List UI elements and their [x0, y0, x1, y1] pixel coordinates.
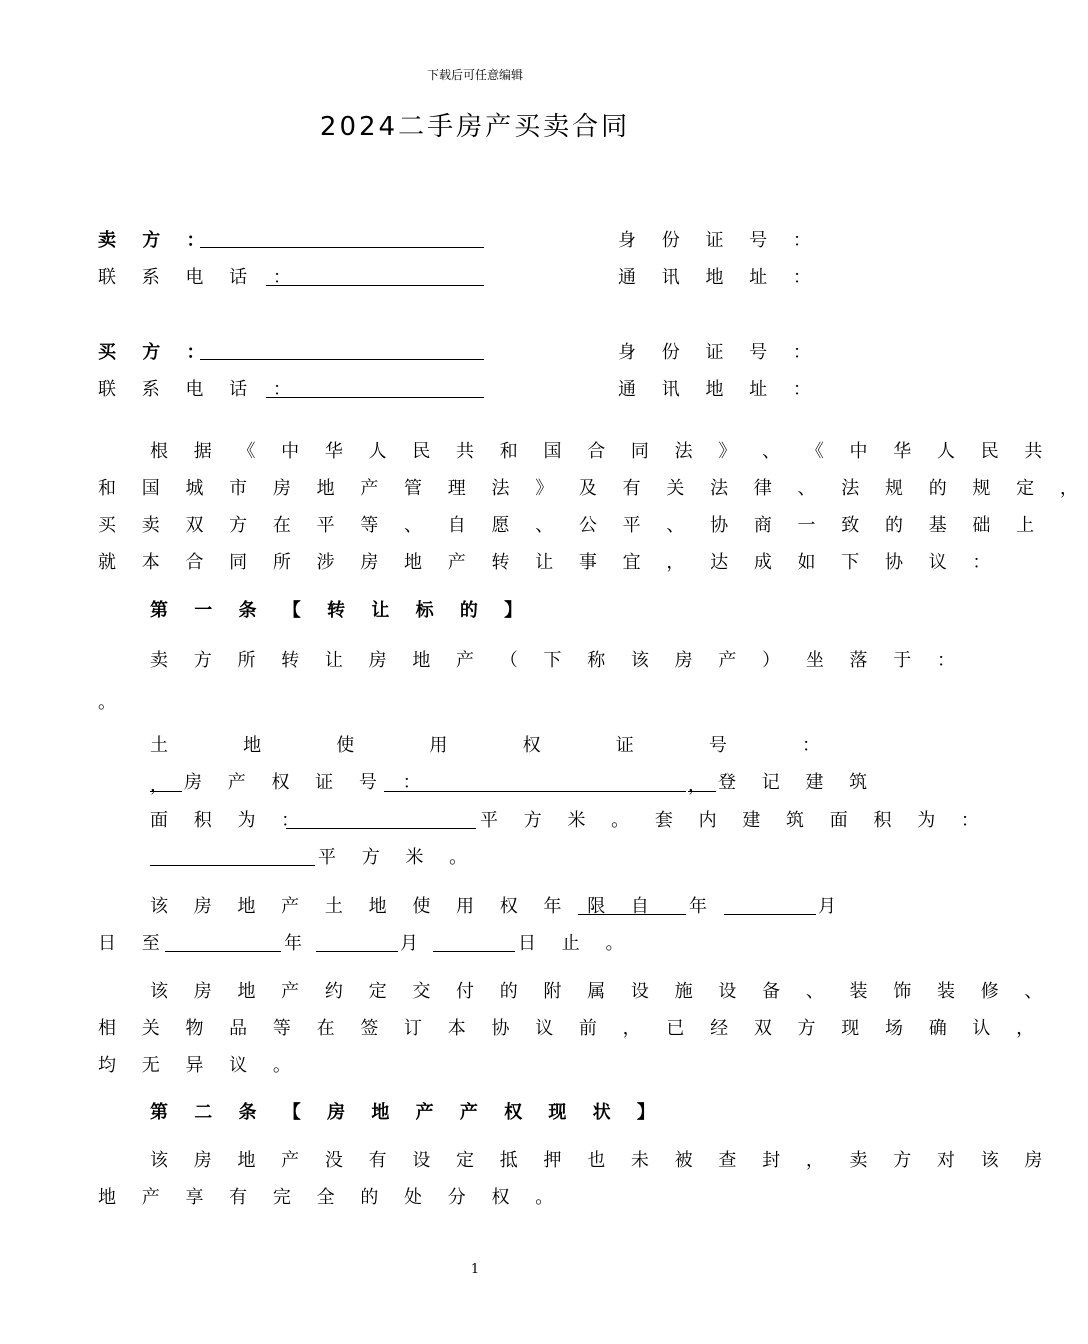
land-cert-char: 用 [429, 735, 448, 756]
buyer-id-label: 身 份 证 号 ： [618, 342, 821, 363]
property-cert-field[interactable] [384, 791, 686, 792]
land-cert-row [150, 734, 820, 758]
term-end-day-field[interactable] [433, 951, 515, 952]
property-cert-field-end [688, 791, 716, 792]
land-cert-char: 地 [243, 735, 262, 756]
preamble-line: 买 卖 双 方 在 平 等 、 自 愿 、 公 平 、 协 商 一 致 的 基 础 上 [98, 515, 1045, 536]
term-start-month-field[interactable] [724, 914, 816, 915]
term-start-year-field[interactable] [578, 914, 686, 915]
term-end-month-field[interactable] [316, 951, 398, 952]
land-cert-char: 土 [150, 735, 168, 756]
seller-label: 卖 方 ： [98, 230, 215, 251]
facilities-line: 相 关 物 品 等 在 签 订 本 协 议 前 ， 已 经 双 方 现 场 确 认 ， [98, 1018, 1045, 1039]
article2-line: 该 房 地 产 没 有 设 定 抵 押 也 未 被 查 封 ， 卖 方 对 该 房 [150, 1150, 1053, 1171]
article2-heading: 第 二 条 【 房 地 产 产 权 现 状 】 [150, 1102, 665, 1123]
article1-location: 卖 方 所 转 让 房 地 产 （ 下 称 该 房 产 ） 坐 落 于 ： [150, 650, 965, 671]
preamble-line: 和 国 城 市 房 地 产 管 理 法 》 及 有 关 法 律 、 法 规 的 规 定 ， [98, 478, 1088, 499]
seller-phone-field[interactable] [266, 285, 484, 286]
buyer-label: 买 方 ： [98, 342, 215, 363]
preamble-line: 就 本 合 同 所 涉 房 地 产 转 让 事 宜 ， 达 成 如 下 协 议 ： [98, 552, 1001, 573]
month-label: 月 [400, 933, 428, 954]
seller-id-label: 身 份 证 号 ： [618, 230, 821, 251]
day-to-label: 日 至 [98, 933, 170, 954]
seller-name-field[interactable] [200, 247, 484, 248]
buyer-address-label: 通 讯 地 址 ： [618, 379, 821, 400]
property-cert-label: 房 产 权 证 号 ： [184, 772, 431, 793]
year-label: 年 [689, 896, 717, 917]
land-cert-char: 证 [615, 735, 634, 756]
buyer-name-field[interactable] [200, 359, 484, 360]
buyer-phone-field[interactable] [266, 397, 484, 398]
inner-area-label: 平 方 米 。 套 内 建 筑 面 积 为 ： [480, 810, 989, 831]
facilities-line: 该 房 地 产 约 定 交 付 的 附 属 设 施 设 备 、 装 饰 装 修 、 [150, 981, 1053, 1002]
land-cert-char: 权 [522, 735, 541, 756]
land-cert-char: 使 [336, 735, 355, 756]
term-end-year-field[interactable] [165, 951, 281, 952]
land-cert-char: 号 [708, 735, 727, 756]
seller-phone-label: 联 系 电 话 ： [98, 267, 301, 288]
seller-address-label: 通 讯 地 址 ： [618, 267, 821, 288]
sqm-label: 平 方 米 。 [318, 847, 478, 868]
year-label: 年 [284, 933, 312, 954]
article1-heading: 第 一 条 【 转 让 标 的 】 [150, 600, 533, 621]
page-number: 1 [470, 1262, 480, 1277]
article1-location-end: 。 [98, 692, 116, 713]
buyer-phone-label: 联 系 电 话 ： [98, 379, 301, 400]
header-note: 下载后可任意编辑 [426, 68, 523, 82]
preamble-line: 根 据 《 中 华 人 民 共 和 国 合 同 法 》 、 《 中 华 人 民 共 [150, 441, 1053, 462]
month-label: 月 [818, 896, 846, 917]
document-title: 2024二手房产买卖合同 [319, 112, 631, 142]
reg-area-label: 登 记 建 筑 [718, 772, 878, 793]
facilities-line: 均 无 异 议 。 [98, 1055, 301, 1076]
land-cert-field[interactable] [150, 791, 182, 792]
inner-area-field[interactable] [150, 865, 315, 866]
area-label: 面 积 为 ： [150, 810, 310, 831]
land-cert-comma: ， [150, 775, 168, 796]
property-cert-comma: ， [688, 775, 706, 796]
day-end-label: 日 止 。 [518, 933, 634, 954]
reg-area-field[interactable] [286, 828, 476, 829]
land-cert-char: ： [801, 735, 820, 756]
article2-line: 地 产 享 有 完 全 的 处 分 权 。 [98, 1187, 564, 1208]
term-label: 该 房 地 产 土 地 使 用 权 年 限 自 [150, 896, 659, 917]
